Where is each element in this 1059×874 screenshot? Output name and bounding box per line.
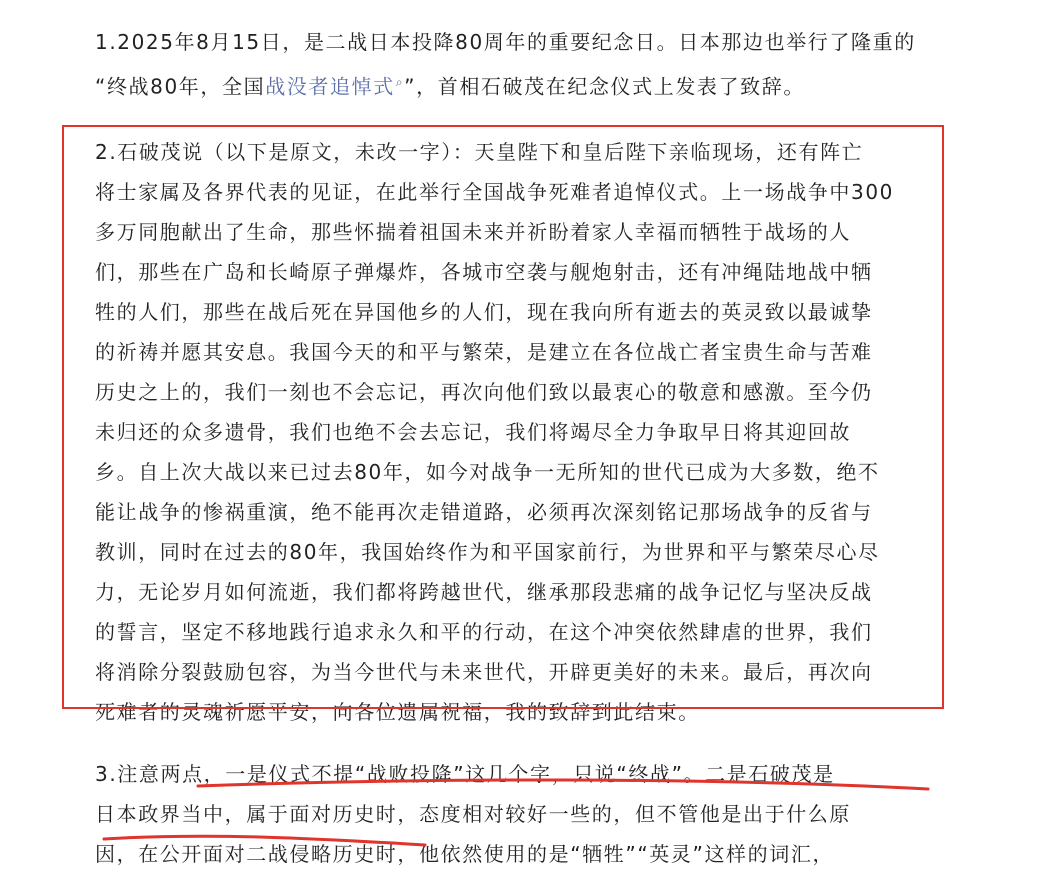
paragraph-2-line: 将士家属及各界代表的见证，在此举行全国战争死难者追悼仪式。上一场战争中300 bbox=[95, 180, 894, 204]
paragraph-2-line: 未归还的众多遗骨，我们也绝不会去忘记，我们将竭尽全力争取早日将其迎回故 bbox=[95, 420, 851, 444]
paragraph-1-line: 1.2025年8月15日，是二战日本投降80周年的重要纪念日。日本那边也举行了隆重的 bbox=[95, 30, 916, 54]
paragraph-3-line: 3.注意两点，一是仪式不提“战败投降”这几个字，只说“终战”。二是石破茂是 bbox=[95, 762, 835, 786]
paragraph-2-line: 们，那些在广岛和长崎原子弹爆炸，各城市空袭与舰炮射击，还有冲绳陆地战中牺 bbox=[95, 260, 873, 284]
paragraph-2-line: 力，无论岁月如何流逝，我们都将跨越世代，继承那段悲痛的战争记忆与坚决反战 bbox=[95, 580, 873, 604]
paragraph-2-line: 教训，同时在过去的80年，我国始终作为和平国家前行，为世界和平与繁荣尽心尽 bbox=[95, 540, 880, 564]
paragraph-2-line: 乡。自上次大战以来已过去80年，如今对战争一无所知的世代已成为大多数，绝不 bbox=[95, 460, 880, 484]
paragraph-2-line: 能让战争的惨祸重演，绝不能再次走错道路，必须再次深刻铭记那场战争的反省与 bbox=[95, 500, 873, 524]
paragraph-2-line: 历史之上的，我们一刻也不会忘记，再次向他们致以最衷心的敬意和感激。至今仍 bbox=[95, 380, 873, 404]
paragraph-1-text: “终战80年，全国 bbox=[95, 74, 266, 99]
paragraph-1-text: ”，首相石破茂在纪念仪式上发表了致辞。 bbox=[404, 74, 805, 99]
paragraph-2-quote bbox=[95, 132, 903, 732]
paragraph-2-line: 多万同胞献出了生命，那些怀揣着祖国未来并祈盼着家人幸福而牺牲于战场的人 bbox=[95, 220, 851, 244]
paragraph-2-line: 2.石破茂说（以下是原文，未改一字）：天皇陛下和皇后陛下亲临现场，还有阵亡 bbox=[95, 140, 864, 164]
paragraph-2-line: 的誓言，坚定不移地践行追求永久和平的行动，在这个冲突依然肆虐的世界，我们 bbox=[95, 620, 873, 644]
paragraph-1 bbox=[95, 22, 916, 102]
paragraph-3-line: 因，在公开面对二战侵略历史时，他依然使用的是“牺牲”“英灵”这样的词汇， bbox=[95, 842, 835, 866]
paragraph-2-line: 牲的人们，那些在战后死在异国他乡的人们，现在我向所有逝去的英灵致以最诚挚 bbox=[95, 300, 873, 324]
paragraph-2-line: 的祈祷并愿其安息。我国今天的和平与繁荣，是建立在各位战亡者宝贵生命与苦难 bbox=[95, 340, 873, 364]
memorial-ceremony-link[interactable]: 战没者追悼式 bbox=[265, 74, 395, 99]
paragraph-3 bbox=[95, 754, 903, 874]
paragraph-2-line: 将消除分裂鼓励包容，为当今世代与未来世代，开辟更美好的未来。最后，再次向 bbox=[95, 660, 873, 684]
search-icon[interactable]: ⌕ bbox=[395, 75, 405, 89]
paragraph-2-line: 死难者的灵魂祈愿平安，向各位遗属祝福，我的致辞到此结束。 bbox=[95, 700, 700, 724]
paragraph-1-line bbox=[95, 62, 903, 102]
paragraph-3-line: 日本政界当中，属于面对历史时，态度相对较好一些的，但不管他是出于什么原 bbox=[95, 802, 851, 826]
